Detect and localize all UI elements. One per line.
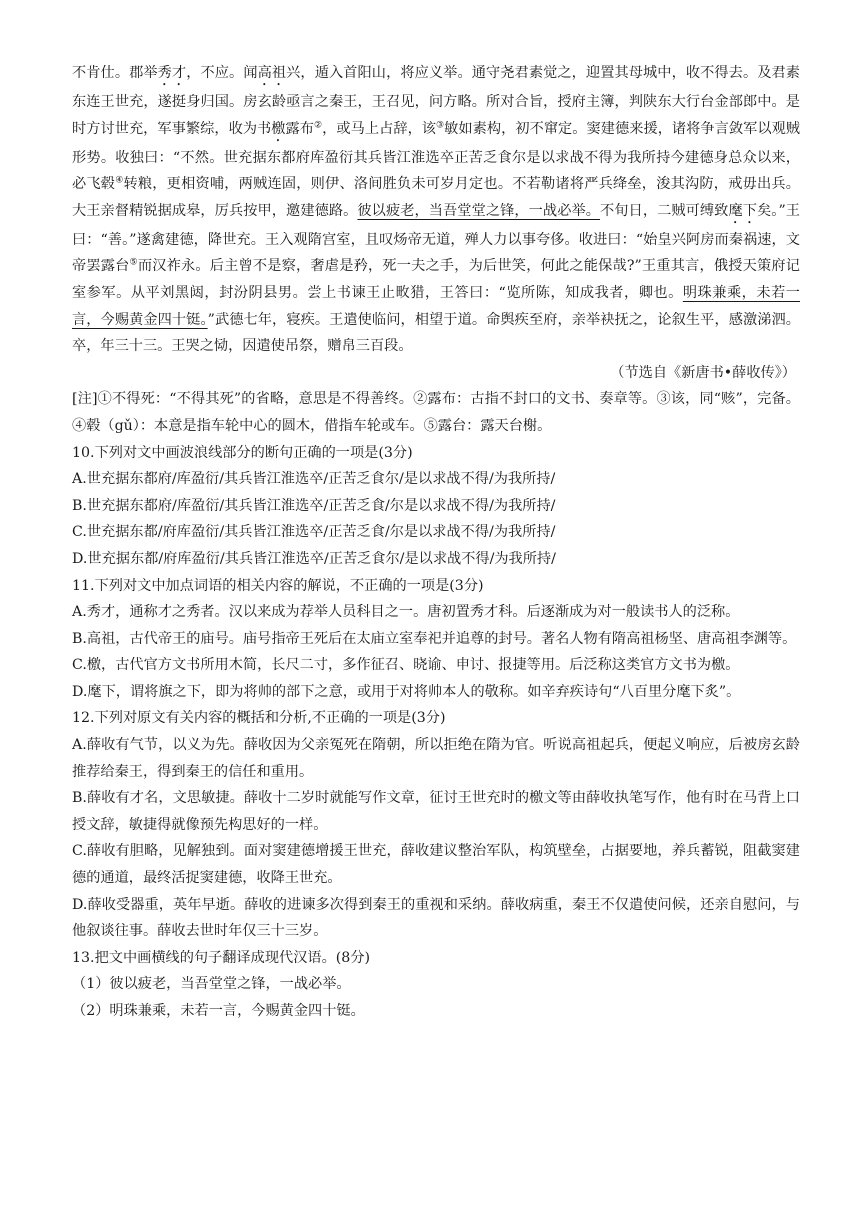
q10-option-d[interactable]: D.世充据东都/府库盈衍/其兵皆江淮选卒/正苦乏食尔/是以求战不得/为我所持/ bbox=[72, 550, 556, 567]
q10-option-c[interactable]: C.世充据东都/府库盈衍/其兵皆江淮选卒/正苦乏食/尔是以求战不得/为我所持/ bbox=[72, 524, 556, 541]
q11-option-c[interactable]: C.檄，古代官方文书所用木简，长尺二寸，多作征召、晓谕、申讨、报捷等用。后泛称这类官方文书为檄。 bbox=[72, 657, 740, 674]
passage-segment: 而汉祚永。后主曾不是察，奢虐是矜，死一夫之手，为后世笑，何此之能保哉?”王重其言，俄授天策府记室参军。从平刘黑闼，封汾阴县男。尝上书谏王止畋猎，王答曰：“览所陈，知成我者，卿也。 bbox=[72, 258, 800, 301]
passage-segment: ，不应。闻 bbox=[186, 65, 258, 81]
q11-option-d[interactable]: D.麾下，谓将旗之下，即为将帅的部下之意，或用于对将帅本人的敬称。如辛弃疾诗句“八百里分麾下炙”。 bbox=[72, 683, 741, 700]
passage-text bbox=[72, 60, 800, 360]
question-11-stem: 11.下列对文中加点词语的相关内容的解说，不正确的一项是(3分) bbox=[72, 577, 484, 594]
underlined-sentence-1: 彼以疲老，当吾堂堂之锋，一战必举。 bbox=[357, 202, 601, 219]
question-13-stem: 13.把文中画横线的句子翻译成现代汉语。(8分) bbox=[72, 949, 371, 966]
annotation-notes: [注]①不得死：“不得其死”的省略，意思是不得善终。②露布：古指不封口的文书、奏章等。③该，同“赅”，完备。④毂（gǔ）：本意是指车轮中心的圆木，借指车轮或车。⑤露台：露天台榭。 bbox=[72, 391, 800, 434]
q13-item-2: （2）明珠兼乘，未若一言，今赐黄金四十铤。 bbox=[72, 1003, 365, 1019]
question-10-stem: 10.下列对文中画波浪线部分的断句正确的一项是(3分) bbox=[72, 444, 413, 461]
q13-item-1: （1）彼以疲老，当吾堂堂之锋，一战必举。 bbox=[72, 976, 351, 993]
passage-segment: 敏如素构，初不窜定。窦建德来援，诸将争言敛军以观贼形势。收独曰：“不然。世充据东都府库盈衍其兵皆江淮选卒正苦乏食尔是以求战不得为我所持今建德身总众以来，必飞毂 bbox=[72, 120, 800, 193]
passage-segment: 不肯仕。郡举 bbox=[72, 65, 158, 81]
q12-option-c[interactable]: C.薛收有胆略，见解独到。面对窦建德增援王世充，薛收建议整治军队，构筑壁垒，占据要地，养兵蓄锐，阻截窦建德的通道，最终活捉窦建德，收降王世充。 bbox=[72, 843, 800, 887]
passage-segment: 不旬日，二贼可缚致 bbox=[600, 202, 729, 219]
footnote-marker: ② bbox=[314, 119, 323, 130]
passage-segment: 矣。”王曰：“善。”遂禽建德，降世充。王入观隋宫室，且叹炀帝无道，殚人力以事夸侈。收进曰：“始皇兴阿房而秦祸速，文帝罢露台 bbox=[72, 202, 800, 275]
underlined-sentence-2: 明珠兼乘，未若一言，今赐黄金四十铤。 bbox=[72, 284, 800, 328]
dotted-word-xi: 檄 bbox=[271, 120, 286, 137]
footnote-marker: ③ bbox=[436, 119, 445, 130]
passage-segment: ”武德七年，寝疾。王遣使临问，相望于道。命舆疾至府，亲举袂抚之，论叙生平，感激涕泗。卒，年三十三。王哭之恸，因遣使吊祭，赠帛三百段。 bbox=[72, 311, 800, 355]
dotted-word-huixia: 麾下 bbox=[728, 202, 757, 219]
q10-option-b[interactable]: B.世充据东都府/库盈衍/其兵皆江淮选卒/正苦乏食/尔是以求战不得/为我所持/ bbox=[72, 497, 556, 514]
q10-option-a[interactable]: A.世充据东都府/库盈衍/其兵皆江淮选卒/正苦乏食尔/是以求战不得/为我所持/ bbox=[72, 471, 556, 488]
source-citation: （节选自《新唐书•薛收传》） bbox=[610, 364, 796, 381]
q12-option-d[interactable]: D.薛收受器重，英年早逝。薛收的进谏多次得到秦王的重视和采纳。薛收病重，秦王不仅遣使问候，还亲自慰问，与他叙谈往事。薛收去世时年仅三十三岁。 bbox=[72, 896, 800, 940]
dotted-word-gaozu: 高祖 bbox=[257, 65, 287, 81]
footnote-marker: ④ bbox=[115, 175, 124, 186]
passage-segment: ，或马上占辞，该 bbox=[322, 120, 437, 137]
question-12-stem: 12.下列对原文有关内容的概括和分析,不正确的一项是(3分) bbox=[72, 710, 446, 727]
footnote-marker: ⑤ bbox=[129, 257, 138, 268]
q11-option-b[interactable]: B.高祖，古代帝王的庙号。庙号指帝王死后在太庙立室奉祀并追尊的封号。著名人物有隋高祖杨坚、唐高祖李渊等。 bbox=[72, 630, 797, 647]
q12-option-a[interactable]: A.薛收有气节，以义为先。薛收因为父亲冤死在隋朝，所以拒绝在隋为官。听说高祖起兵，便起义响应，后被房玄龄推荐给秦王，得到秦王的信任和重用。 bbox=[72, 737, 800, 780]
passage-segment: 转粮，更相资哺，两贼连固，则伊、洛间胜负未可岁月定也。不若勒诸将严兵绛垒，浚其沟防，戒毋出兵。大王亲督精锐据成皋，厉兵按甲，邀建德路。 bbox=[72, 176, 800, 219]
q12-option-b[interactable]: B.薛收有才名，文思敏捷。薛收十二岁时就能写作文章，征讨王世充时的檄文等由薛收执笔写作，他有时在马背上口授文辞，敏捷得就像预先构思好的一样。 bbox=[72, 790, 800, 833]
q11-option-a[interactable]: A.秀才，通称才之秀者。汉以来成为荐举人员科目之一。唐初置秀才科。后逐渐成为对一般读书人的泛称。 bbox=[72, 604, 740, 621]
passage-segment: 兴，遁入首阳山，将应义举。通守尧君素觉之，迎置其母城中，收不得去。及君素东连王世充，遂挺身归国。房玄龄亟言之秦王，王召见，问方略。所对合旨，授府主簿，判陕东大行台金部郎中。是时方讨世充，军事繁综，收为书 bbox=[72, 65, 800, 137]
passage-segment: 露布 bbox=[285, 120, 315, 137]
dotted-word-xiucai: 秀才 bbox=[157, 65, 187, 81]
